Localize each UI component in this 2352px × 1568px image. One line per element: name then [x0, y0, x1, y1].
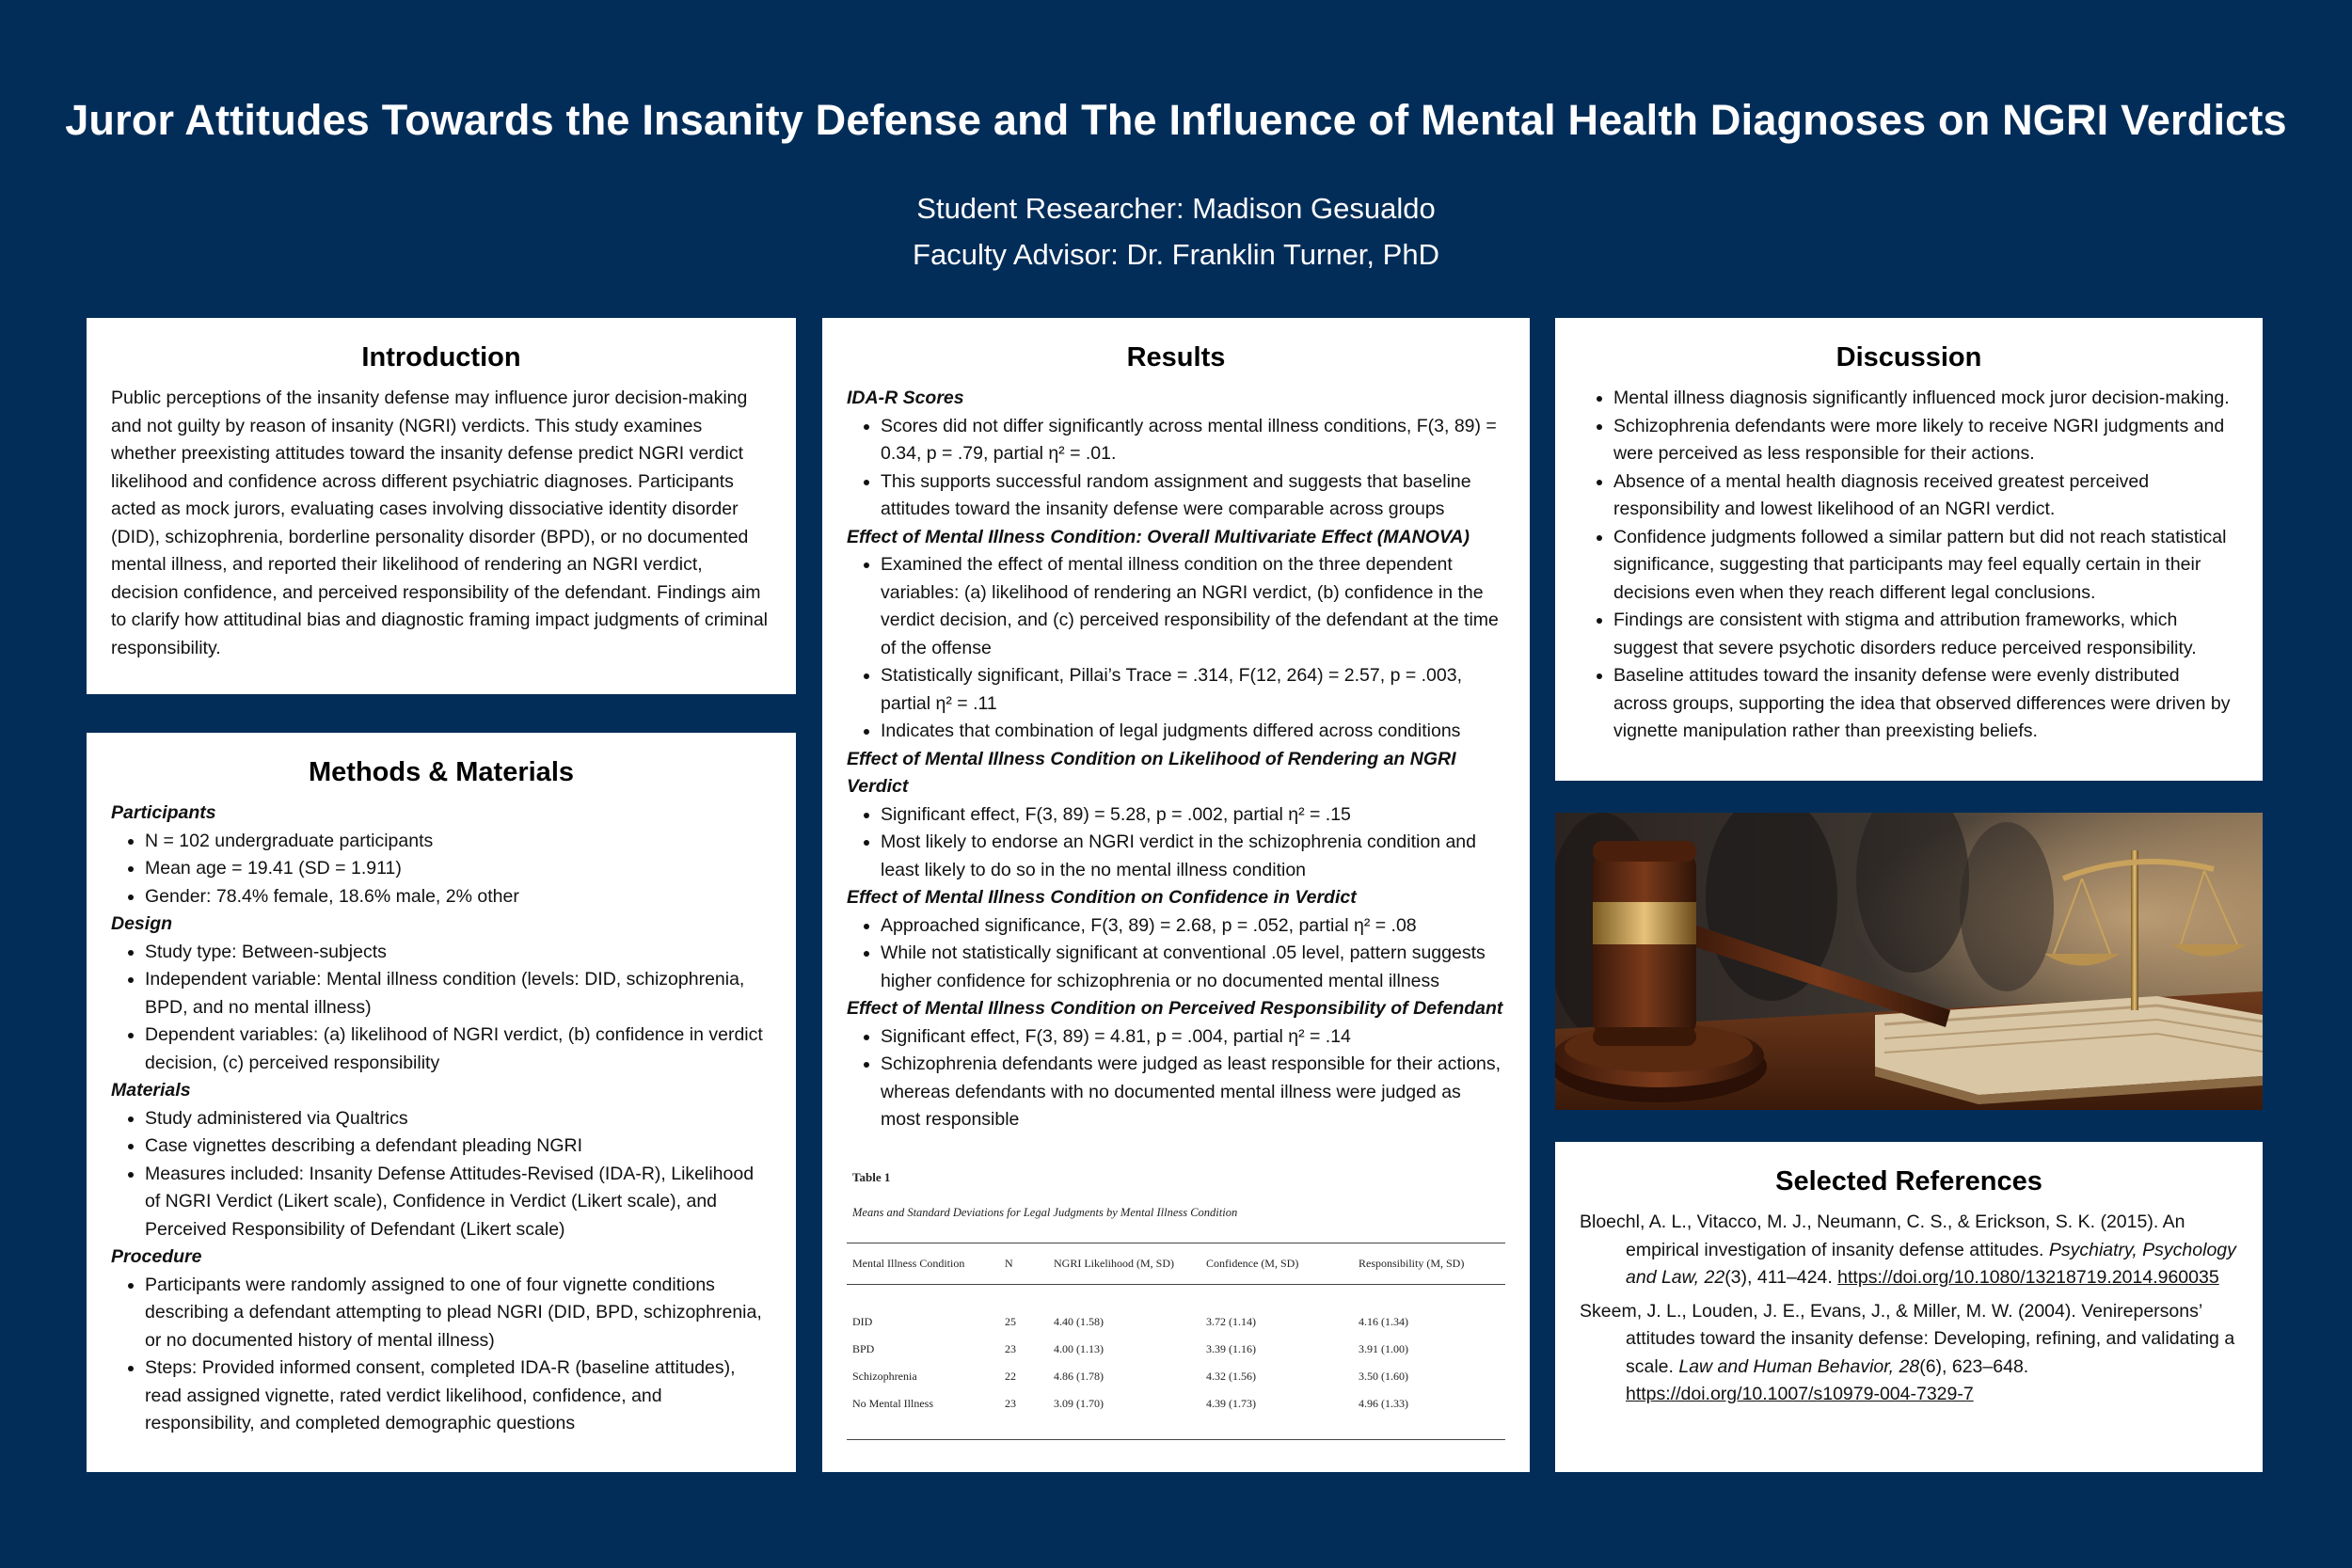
gavel-photo [1555, 813, 2263, 1110]
list-item: • N = 102 undergraduate participants [145, 828, 771, 856]
introduction-heading: Introduction [361, 342, 521, 372]
likelihood-list [847, 801, 1505, 885]
table-cell: 3.09 (1.70) [1048, 1390, 1200, 1440]
list-item: • Most likely to endorse an NGRI verdict in the schizophrenia condition and least likely to do so in the no mental illness condition [881, 829, 1505, 884]
discussion-heading: Discussion [1836, 342, 1982, 372]
list-item: • Indicates that combination of legal judgments differed across conditions [881, 718, 1505, 746]
table-cell: 25 [1005, 1314, 1016, 1328]
introduction-text: Public perceptions of the insanity defense may influence juror decision-making and not guilty by reason of insanity (NGRI) verdicts. This study examines whether preexisting attitudes toward the insanity defense predict NGRI verdict likelihood and confidence across different psychiatric diagnoses. Participants acted as mock jurors, evaluating cases involving dissociative identity disorder (DID), schizophrenia, borderline personality disorder (BPD), or no documented mental illness, and reported their likelihood of rendering an NGRI verdict, decision confidence, and perceived responsibility of the defendant. Findings aim to clarify how attitudinal bias and diagnostic framing impact judgments of criminal responsibility. [111, 388, 769, 658]
list-item: • Mean age = 19.41 (SD = 1.911) [145, 855, 771, 883]
reference-authors: Bloechl, A. L., Vitacco, M. J., Neumann, C. S., & Erickson, S. K. (2015). An empirical investigation of insanity defense attitudes. [1580, 1212, 2185, 1260]
faculty-advisor: Faculty Advisor: Dr. Franklin Turner, PhD [913, 238, 1439, 271]
methods-heading: Methods & Materials [309, 757, 574, 787]
table-cell: 4.32 (1.56) [1206, 1369, 1256, 1383]
reference-pages: (3), 411–424. [1724, 1267, 1838, 1288]
methods-sub-materials: Materials [111, 1080, 191, 1101]
table-cell: 3.39 (1.16) [1206, 1341, 1256, 1355]
materials-list [111, 1105, 771, 1244]
introduction-panel [87, 318, 796, 694]
list-item: • Dependent variables: (a) likelihood of NGRI verdict, (b) confidence in verdict decision, (c) perceived responsibility [145, 1022, 771, 1077]
results-table-block [847, 1170, 1505, 1440]
list-item: • Significant effect, F(3, 89) = 4.81, p = .004, partial η² = .14 [881, 1023, 1505, 1052]
list-item: • Independent variable: Mental illness condition (levels: DID, schizophrenia, BPD, and no mental illness) [145, 966, 771, 1022]
list-item: • This supports successful random assignment and suggests that baseline attitudes toward the insanity defense were comparable across groups [881, 468, 1505, 524]
table-row [847, 1363, 1505, 1390]
reference-doi-link[interactable]: https://doi.org/10.1007/s10979-004-7329-7 [1626, 1384, 1974, 1404]
list-item: • Approached significance, F(3, 89) = 2.68, p = .052, partial η² = .08 [881, 912, 1505, 941]
table-cell: 3.50 (1.60) [1359, 1369, 1408, 1383]
table-number: Table 1 [852, 1169, 891, 1184]
responsibility-list [847, 1023, 1505, 1134]
list-item: • Schizophrenia defendants were judged as least responsible for their actions, whereas defendants with no documented mental illness were judged as most responsible [881, 1051, 1505, 1134]
list-item: • Participants were randomly assigned to one of four vignette conditions describing a defendant attempting to plead NGRI (DID, BPD, schizophrenia, or no documented history of mental illness) [145, 1272, 771, 1355]
list-item: • Absence of a mental health diagnosis received greatest perceived responsibility and lowest likelihood of an NGRI verdict. [1613, 468, 2238, 524]
references-heading: Selected References [1775, 1166, 2042, 1196]
table-row [847, 1390, 1505, 1440]
table-header-cell: Responsibility (M, SD) [1353, 1243, 1505, 1284]
reference-journal: Psychiatry, Psychology and Law, 22 [1626, 1239, 2236, 1288]
table-cell: 23 [1005, 1341, 1016, 1355]
design-list [111, 939, 771, 1078]
reference-item [1580, 1209, 2238, 1292]
list-item: • Gender: 78.4% female, 18.6% male, 2% other [145, 883, 771, 911]
table-cell: 4.00 (1.13) [1054, 1341, 1104, 1355]
list-item: • Significant effect, F(3, 89) = 5.28, p = .002, partial η² = .15 [881, 801, 1505, 830]
table-cell: 3.91 (1.00) [1359, 1341, 1408, 1355]
table-cell: No Mental Illness [847, 1390, 999, 1440]
list-item: • Schizophrenia defendants were more likely to receive NGRI judgments and were perceived as less responsible for their actions. [1613, 413, 2238, 468]
reference-pages: (6), 623–648. [1919, 1355, 2029, 1377]
table-cell: 23 [999, 1390, 1048, 1440]
table-cell: 4.16 (1.34) [1359, 1314, 1408, 1328]
table-cell: 3.72 (1.14) [1206, 1314, 1256, 1328]
methods-sub-procedure: Procedure [111, 1246, 202, 1267]
list-item: • Statistically significant, Pillai’s Trace = .314, F(12, 264) = 2.57, p = .003, partial η² = .11 [881, 662, 1505, 718]
table-row [847, 1336, 1505, 1363]
list-item: • Scores did not differ significantly across mental illness conditions, F(3, 89) = 0.34, p = .79, partial η² = .01. [881, 413, 1505, 468]
list-item: • Study administered via Qualtrics [145, 1105, 771, 1133]
list-item: • Steps: Provided informed consent, completed IDA-R (baseline attitudes), read assigned vignette, rated verdict likelihood, confidence, and responsibility, and completed demographic questions [145, 1354, 771, 1438]
methods-sub-participants: Participants [111, 802, 216, 823]
list-item: • Findings are consistent with stigma and attribution frameworks, which suggest that severe psychotic disorders reduce perceived responsibility. [1613, 607, 2238, 662]
reference-journal: Law and Human Behavior, 28 [1678, 1355, 1920, 1377]
results-sub-idar: IDA-R Scores [847, 388, 964, 408]
reference-doi-link[interactable]: https://doi.org/10.1080/13218719.2014.960035 [1837, 1267, 2219, 1288]
reference-item [1580, 1298, 2238, 1409]
methods-panel [87, 733, 796, 1472]
reference-authors: Skeem, J. L., Louden, J. E., Evans, J., & Miller, M. W. (2004). Venirepersons’ attitudes toward the insanity defense: Developing, refining, and validating a scale. [1580, 1300, 2235, 1377]
list-item: • Mental illness diagnosis significantly influenced mock juror decision-making. [1613, 385, 2238, 413]
discussion-list [1580, 385, 2238, 746]
table-row [847, 1284, 1505, 1336]
poster-title: Juror Attitudes Towards the Insanity Defense and The Influence of Mental Health Diagnoses on NGRI Verdicts [65, 96, 2287, 144]
results-heading: Results [1126, 342, 1226, 372]
manova-list [847, 551, 1505, 746]
participants-list [111, 828, 771, 911]
table-header-cell: Mental Illness Condition [847, 1243, 999, 1284]
list-item: • Case vignettes describing a defendant pleading NGRI [145, 1132, 771, 1161]
procedure-list [111, 1272, 771, 1438]
results-sub-manova: Effect of Mental Illness Condition: Overall Multivariate Effect (MANOVA) [847, 526, 1470, 547]
table-caption: Means and Standard Deviations for Legal Judgments by Mental Illness Condition [852, 1205, 1238, 1219]
table-cell: BPD [852, 1341, 875, 1355]
list-item: • Examined the effect of mental illness condition on the three dependent variables: (a) likelihood of rendering an NGRI verdict, (b) confidence in the verdict decision, and (c) perceived responsibility of the defendant at the time of the offense [881, 551, 1505, 662]
table-cell: Schizophrenia [852, 1369, 917, 1383]
idar-list [847, 413, 1505, 524]
list-item: • Confidence judgments followed a similar pattern but did not reach statistical significance, suggesting that participants may feel equally certain in their decisions even when they reach different legal conclusions. [1613, 524, 2238, 608]
results-table [847, 1243, 1505, 1440]
table-cell: 4.39 (1.73) [1200, 1390, 1353, 1440]
table-cell: DID [852, 1314, 873, 1328]
list-item: • While not statistically significant at conventional .05 level, pattern suggests higher confidence for schizophrenia or no documented mental illness [881, 940, 1505, 995]
list-item: • Measures included: Insanity Defense Attitudes-Revised (IDA-R), Likelihood of NGRI Verdict (Likert scale), Confidence in Verdict (Likert scale), and Perceived Responsibility of Defendant (Likert scale) [145, 1161, 771, 1244]
table-header-cell: NGRI Likelihood (M, SD) [1048, 1243, 1200, 1284]
list-item: • Study type: Between-subjects [145, 939, 771, 967]
results-sub-responsibility: Effect of Mental Illness Condition on Perceived Responsibility of Defendant [847, 998, 1503, 1019]
table-header-cell: N [999, 1243, 1048, 1284]
results-sub-confidence: Effect of Mental Illness Condition on Confidence in Verdict [847, 887, 1357, 908]
list-item: • Baseline attitudes toward the insanity defense were evenly distributed across groups, supporting the idea that observed differences were driven by vignette manipulation rather than preexisting beliefs. [1613, 662, 2238, 746]
confidence-list [847, 912, 1505, 996]
student-researcher: Student Researcher: Madison Gesualdo [916, 192, 1436, 225]
table-cell: 4.86 (1.78) [1054, 1369, 1104, 1383]
table-cell: 4.40 (1.58) [1054, 1314, 1104, 1328]
table-header-cell: Confidence (M, SD) [1200, 1243, 1353, 1284]
methods-sub-design: Design [111, 913, 173, 934]
table-header-row [847, 1243, 1505, 1284]
references-panel [1555, 1142, 2263, 1472]
results-panel [822, 318, 1530, 1472]
discussion-panel [1555, 318, 2263, 781]
results-sub-likelihood: Effect of Mental Illness Condition on Likelihood of Rendering an NGRI Verdict [847, 748, 1456, 797]
table-cell: 4.96 (1.33) [1353, 1390, 1505, 1440]
table-cell: 22 [1005, 1369, 1016, 1383]
